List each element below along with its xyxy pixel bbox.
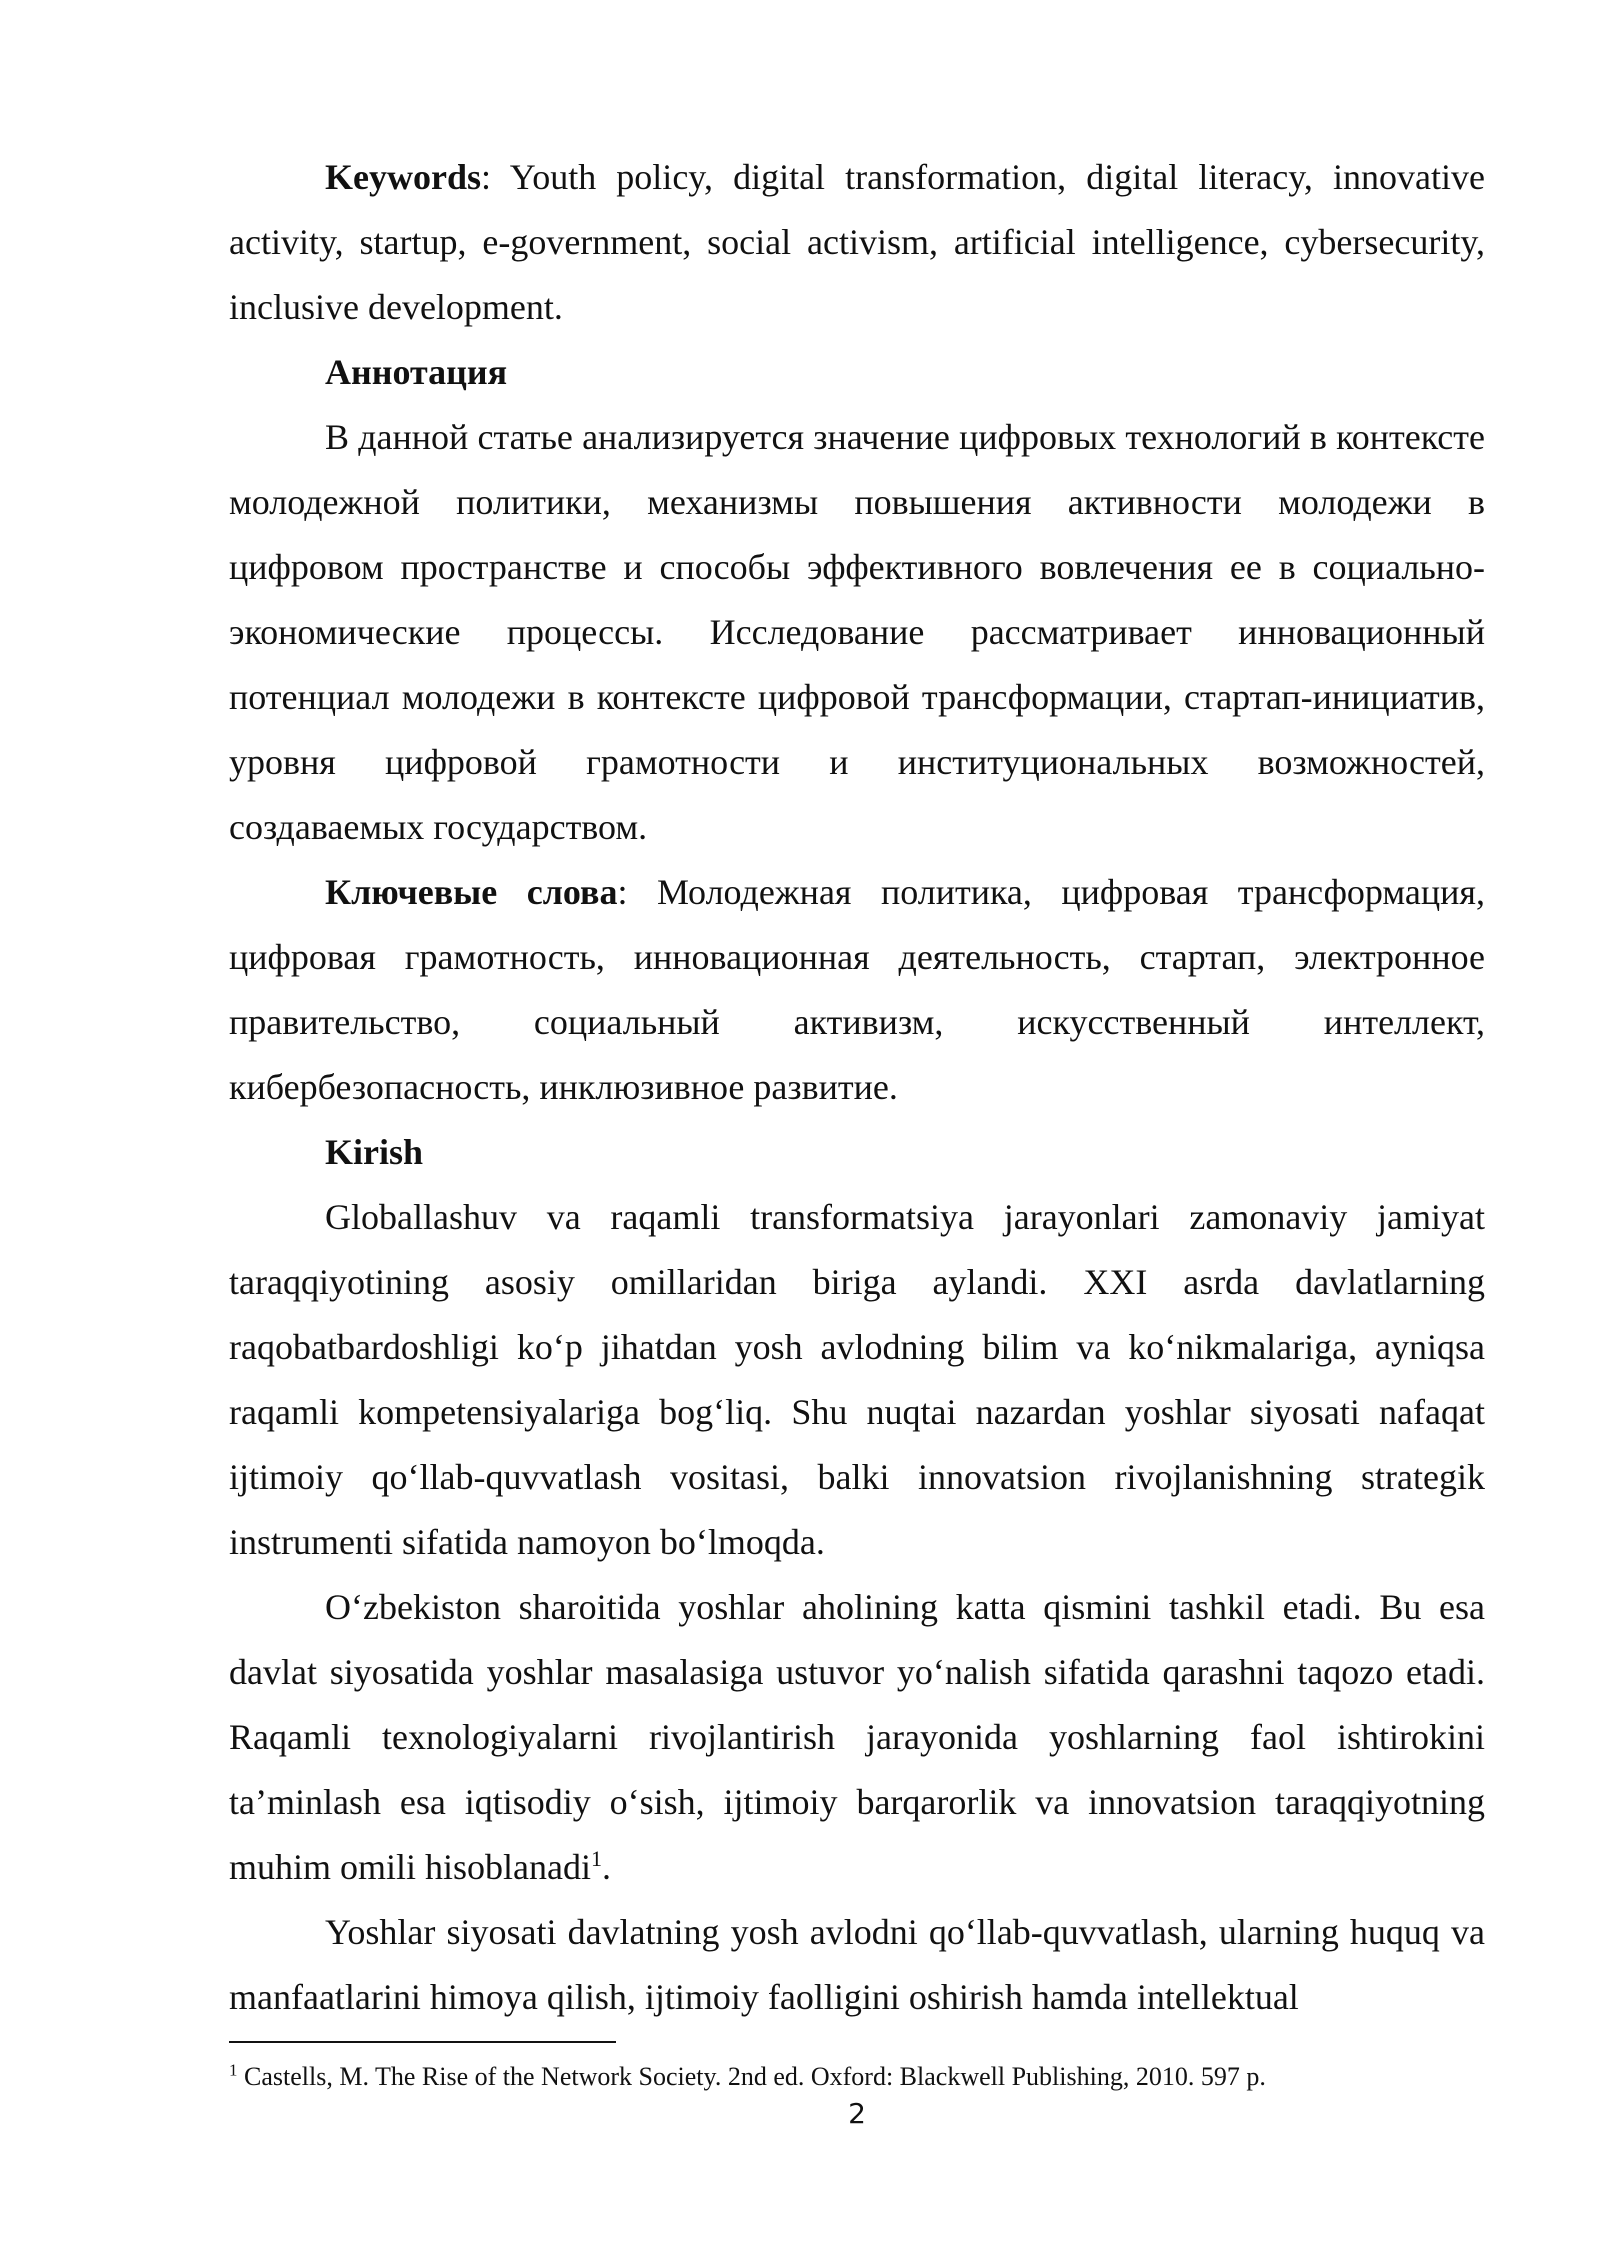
introduction-paragraph-2	[229, 1575, 1485, 1900]
keywords-english-text: Youth policy, digital transformation, digital literacy, innovative activity, startup, e-government, social activism, artificial intelligence, cybersecurity, inclusive development.	[229, 157, 1486, 327]
footnote	[229, 2060, 1485, 2094]
introduction-paragraph-2-end: .	[602, 1847, 611, 1887]
keywords-russian-paragraph	[229, 860, 1485, 1120]
introduction-paragraph-2-text: O‘zbekiston sharoitida yoshlar aholining katta qismini tashkil etadi. Bu esa davlat siyosatida yoshlar masalasiga ustuvor yo‘nalish sifatida qarashni taqozo etadi. Raqamli texnologiyalarni rivojlantirish jarayonida yoshlarning faol ishtirokini ta’minlash esa iqtisodiy o‘sish, ijtimoiy barqarorlik va innovatsion taraqqiyotning muhim omili hisoblanadi	[229, 1587, 1485, 1887]
keywords-english-separator: :	[481, 157, 510, 197]
document-body	[229, 145, 1485, 2030]
footnote-separator	[229, 2041, 616, 2043]
introduction-paragraph-3: Yoshlar siyosati davlatning yosh avlodni qo‘llab-quvvatlash, ularning huquq va manfaatlarini himoya qilish, ijtimoiy faolligini oshirish hamda intellektual	[229, 1912, 1485, 2017]
annotation-text: В данной статье анализируется значение цифровых технологий в контексте молодежной политики, механизмы повышения активности молодежи в цифровом пространстве и способы эффективного вовлечения ее в социально-экономические процессы. Исследование рассматривает инновационный потенциал молодежи в контексте цифровой трансформации, стартап-инициатив, уровня цифровой грамотности и институциональных возможностей, создаваемых государством.	[229, 417, 1485, 847]
footnote-text: Castells, M. The Rise of the Network Society. 2nd ed. Oxford: Blackwell Publishing, 2010. 597 p.	[237, 2062, 1266, 2091]
introduction-heading: Kirish	[325, 1132, 424, 1172]
keywords-russian-label: Ключевые слова	[325, 872, 618, 912]
keywords-russian-text: Молодежная политика, цифровая трансформация, цифровая грамотность, инновационная деятельность, стартап, электронное правительство, социальный активизм, искусственный интеллект, кибербезопасность, инклюзивное развитие.	[229, 872, 1485, 1107]
keywords-english-label: Keywords	[325, 157, 481, 197]
annotation-heading: Аннотация	[325, 352, 508, 392]
keywords-russian-separator: :	[617, 872, 657, 912]
footnote-reference[interactable]: 1	[591, 1846, 602, 1871]
introduction-paragraph-1: Globallashuv va raqamli transformatsiya jarayonlari zamonaviy jamiyat taraqqiyotining asosiy omillaridan biriga aylandi. XXI asrda davlatlarning raqobatbardoshligi ko‘p jihatdan yosh avlodning bilim va ko‘nikmalariga, ayniqsa raqamli kompetensiyalariga bog‘liq. Shu nuqtai nazardan yoshlar siyosati nafaqat ijtimoiy qo‘llab-quvvatlash vositasi, balki innovatsion rivojlanishning strategik instrumenti sifatida namoyon bo‘lmoqda.	[229, 1197, 1485, 1562]
keywords-english-paragraph	[229, 145, 1485, 340]
footnote-number: 1	[229, 2060, 238, 2080]
page-number: 2	[848, 2097, 866, 2130]
